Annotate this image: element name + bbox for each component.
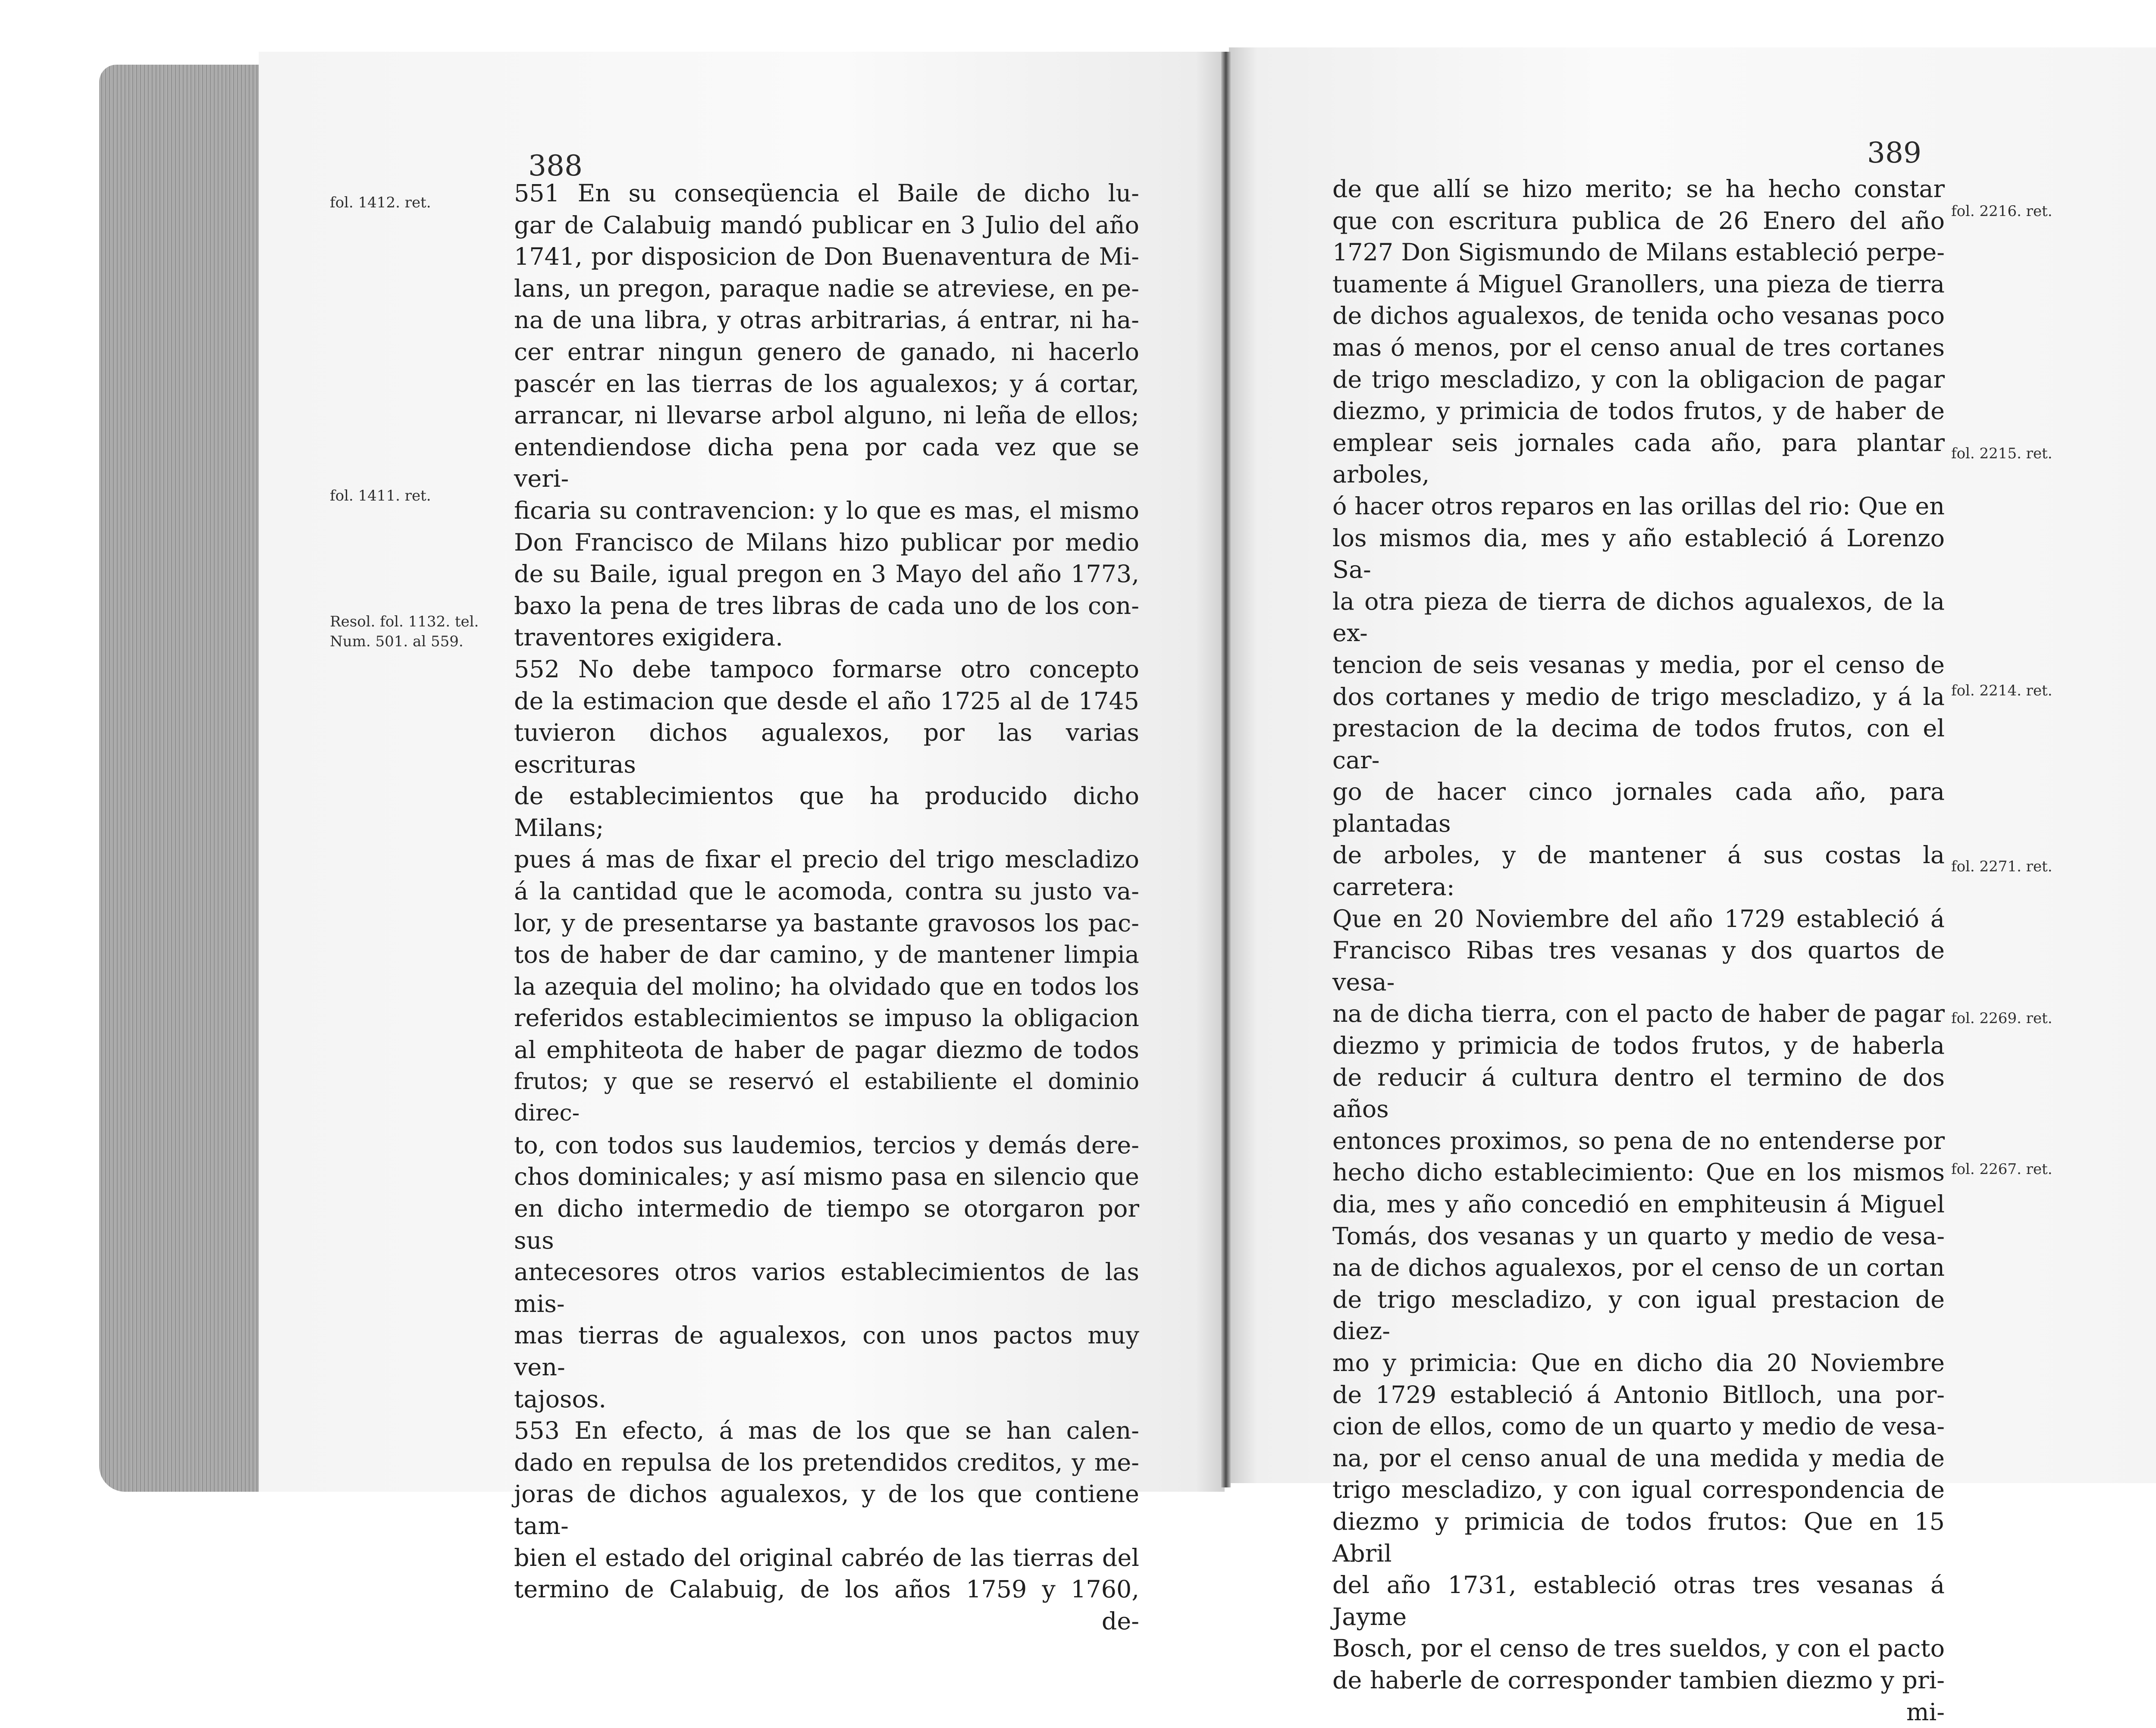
text-line: de arboles, y de mantener á sus costas la carretera: — [1332, 839, 1945, 903]
text-line: 552 No debe tampoco formarse otro concepto — [514, 654, 1139, 686]
catchword: de- — [514, 1606, 1139, 1637]
text-line: 1727 Don Sigismundo de Milans estableció perpe- — [1332, 237, 1945, 269]
text-line: de establecimientos que ha producido dicho Milans; — [514, 780, 1139, 844]
text-line: entonces proximos, so pena de no entenderse por — [1332, 1125, 1945, 1157]
text-line: Bosch, por el censo de tres sueldos, y con el pacto — [1332, 1633, 1945, 1665]
text-line: trigo mescladizo, y con igual correspondencia de — [1332, 1474, 1945, 1506]
text-line: tuvieron dichos agualexos, por las varias escrituras — [514, 717, 1139, 780]
text-line: Tomás, dos vesanas y un quarto y medio de vesa- — [1332, 1221, 1945, 1252]
text-line: dos cortanes y medio de trigo mescladizo, y á la — [1332, 681, 1945, 713]
text-line: la azequia del molino; ha olvidado que en todos los — [514, 971, 1139, 1003]
text-line: Que en 20 Noviembre del año 1729 estableció á — [1332, 903, 1945, 935]
text-line: bien el estado del original cabréo de las tierras del — [514, 1542, 1139, 1574]
text-line: lans, un pregon, paraque nadie se atreviese, en pe- — [514, 273, 1139, 305]
right-marginal-note-4: fol. 2271. ret. — [1951, 857, 2053, 876]
text-line: diezmo y primicia de todos frutos, y de haberla — [1332, 1030, 1945, 1062]
text-line: del año 1731, estableció otras tres vesanas á Jayme — [1332, 1569, 1945, 1633]
text-line: diezmo, y primicia de todos frutos, y de haber de — [1332, 395, 1945, 427]
text-line: pues á mas de fixar el precio del trigo mescladizo — [514, 844, 1139, 876]
text-line: de que allí se hizo merito; se ha hecho constar — [1332, 173, 1945, 205]
left-marginal-note-1: fol. 1412. ret. — [330, 193, 431, 212]
text-line: na, por el censo anual de una medida y media de — [1332, 1443, 1945, 1474]
left-marginal-note-2: fol. 1411. ret. — [330, 486, 431, 505]
text-line: hecho dicho establecimiento: Que en los mismos — [1332, 1157, 1945, 1189]
left-page-text — [514, 178, 1139, 1637]
text-line: de 1729 estableció á Antonio Bitlloch, una por- — [1332, 1379, 1945, 1411]
catchword: mi- — [1332, 1697, 1945, 1728]
text-line: tuamente á Miguel Granollers, una pieza de tierra — [1332, 269, 1945, 301]
text-line: cion de ellos, como de un quarto y medio de vesa- — [1332, 1411, 1945, 1443]
text-line: mas tierras de agualexos, con unos pactos muy ven- — [514, 1320, 1139, 1383]
text-line: Don Francisco de Milans hizo publicar por medio — [514, 527, 1139, 559]
text-line: 551 En su conseqüencia el Baile de dicho lu- — [514, 178, 1139, 210]
right-marginal-note-1: fol. 2216. ret. — [1951, 202, 2053, 221]
text-line: emplear seis jornales cada año, para plantar arboles, — [1332, 427, 1945, 491]
text-line: de la estimacion que desde el año 1725 al de 1745 — [514, 686, 1139, 717]
text-line: baxo la pena de tres libras de cada uno de los con- — [514, 590, 1139, 622]
text-line: na de una libra, y otras arbitrarias, á entrar, ni ha- — [514, 304, 1139, 336]
text-line: dado en repulsa de los pretendidos creditos, y me- — [514, 1447, 1139, 1479]
text-line: gar de Calabuig mandó publicar en 3 Julio del año — [514, 210, 1139, 241]
text-line: cer entrar ningun genero de ganado, ni hacerlo — [514, 336, 1139, 368]
text-line: entendiendose dicha pena por cada vez que se veri- — [514, 432, 1139, 495]
text-line: mas ó menos, por el censo anual de tres cortanes — [1332, 332, 1945, 364]
text-line: lor, y de presentarse ya bastante gravosos los pac- — [514, 908, 1139, 939]
text-line: chos dominicales; y así mismo pasa en silencio que — [514, 1161, 1139, 1193]
text-line: de dichos agualexos, de tenida ocho vesanas poco — [1332, 300, 1945, 332]
book-page-edges-left — [99, 65, 263, 1492]
text-line: diezmo y primicia de todos frutos: Que en 15 Abril — [1332, 1506, 1945, 1569]
text-line: pascér en las tierras de los agualexos; y á cortar, — [514, 368, 1139, 400]
right-page-text — [1332, 173, 1945, 1728]
text-line: de su Baile, igual pregon en 3 Mayo del año 1773, — [514, 558, 1139, 590]
text-line: que con escritura publica de 26 Enero del año — [1332, 205, 1945, 237]
text-line: de trigo mescladizo, y con igual prestacion de diez- — [1332, 1284, 1945, 1347]
text-line: á la cantidad que le acomoda, contra su justo va- — [514, 876, 1139, 908]
text-line: joras de dichos agualexos, y de los que contiene tam- — [514, 1478, 1139, 1542]
right-marginal-note-2: fol. 2215. ret. — [1951, 444, 2053, 463]
right-marginal-note-3: fol. 2214. ret. — [1951, 681, 2053, 700]
text-line: la otra pieza de tierra de dichos agualexos, de la ex- — [1332, 586, 1945, 649]
left-marginal-note-4: Num. 501. al 559. — [330, 632, 464, 651]
text-line: referidos establecimientos se impuso la obligacion — [514, 1002, 1139, 1034]
right-page-number: 389 — [1867, 139, 1921, 167]
text-line: Francisco Ribas tres vesanas y dos quartos de vesa- — [1332, 935, 1945, 998]
text-line: traventores exigidera. — [514, 622, 1139, 654]
text-line: antecesores otros varios establecimientos de las mis- — [514, 1256, 1139, 1320]
text-line: tajosos. — [514, 1384, 1139, 1415]
text-line: go de hacer cinco jornales cada año, para plantadas — [1332, 776, 1945, 839]
text-line: na de dichos agualexos, por el censo de un cortan — [1332, 1252, 1945, 1284]
right-marginal-note-5: fol. 2269. ret. — [1951, 1009, 2053, 1028]
text-line: termino de Calabuig, de los años 1759 y 1760, — [514, 1574, 1139, 1606]
text-line: tos de haber de dar camino, y de mantener limpia — [514, 939, 1139, 971]
text-line: arrancar, ni llevarse arbol alguno, ni leña de ellos; — [514, 400, 1139, 432]
text-line: de haberle de corresponder tambien diezmo y pri- — [1332, 1665, 1945, 1697]
text-line: na de dicha tierra, con el pacto de haber de pagar — [1332, 998, 1945, 1030]
text-line: ó hacer otros reparos en las orillas del rio: Que en — [1332, 491, 1945, 523]
text-line: 1741, por disposicion de Don Buenaventura de Mi- — [514, 241, 1139, 273]
text-line: frutos; y que se reservó el estabiliente el dominio direc- — [514, 1066, 1139, 1130]
text-line: en dicho intermedio de tiempo se otorgaron por sus — [514, 1193, 1139, 1256]
text-line: mo y primicia: Que en dicho dia 20 Noviembre — [1332, 1347, 1945, 1379]
text-line: to, con todos sus laudemios, tercios y demás dere- — [514, 1130, 1139, 1161]
text-line: ficaria su contravencion: y lo que es mas, el mismo — [514, 495, 1139, 527]
text-line: los mismos dia, mes y año estableció á Lorenzo Sa- — [1332, 523, 1945, 586]
text-line: de trigo mescladizo, y con la obligacion de pagar — [1332, 364, 1945, 396]
text-line: al emphiteota de haber de pagar diezmo de todos — [514, 1034, 1139, 1066]
text-line: 553 En efecto, á mas de los que se han calen- — [514, 1415, 1139, 1447]
text-line: de reducir á cultura dentro el termino de dos años — [1332, 1062, 1945, 1125]
left-marginal-note-3: Resol. fol. 1132. tel. — [330, 612, 479, 631]
text-line: dia, mes y año concedió en emphiteusin á Miguel — [1332, 1189, 1945, 1221]
left-page-number: 388 — [528, 152, 583, 180]
book-gutter — [1221, 52, 1231, 1487]
text-line: tencion de seis vesanas y media, por el censo de — [1332, 649, 1945, 681]
right-marginal-note-6: fol. 2267. ret. — [1951, 1160, 2053, 1179]
text-line: prestacion de la decima de todos frutos, con el car- — [1332, 713, 1945, 776]
